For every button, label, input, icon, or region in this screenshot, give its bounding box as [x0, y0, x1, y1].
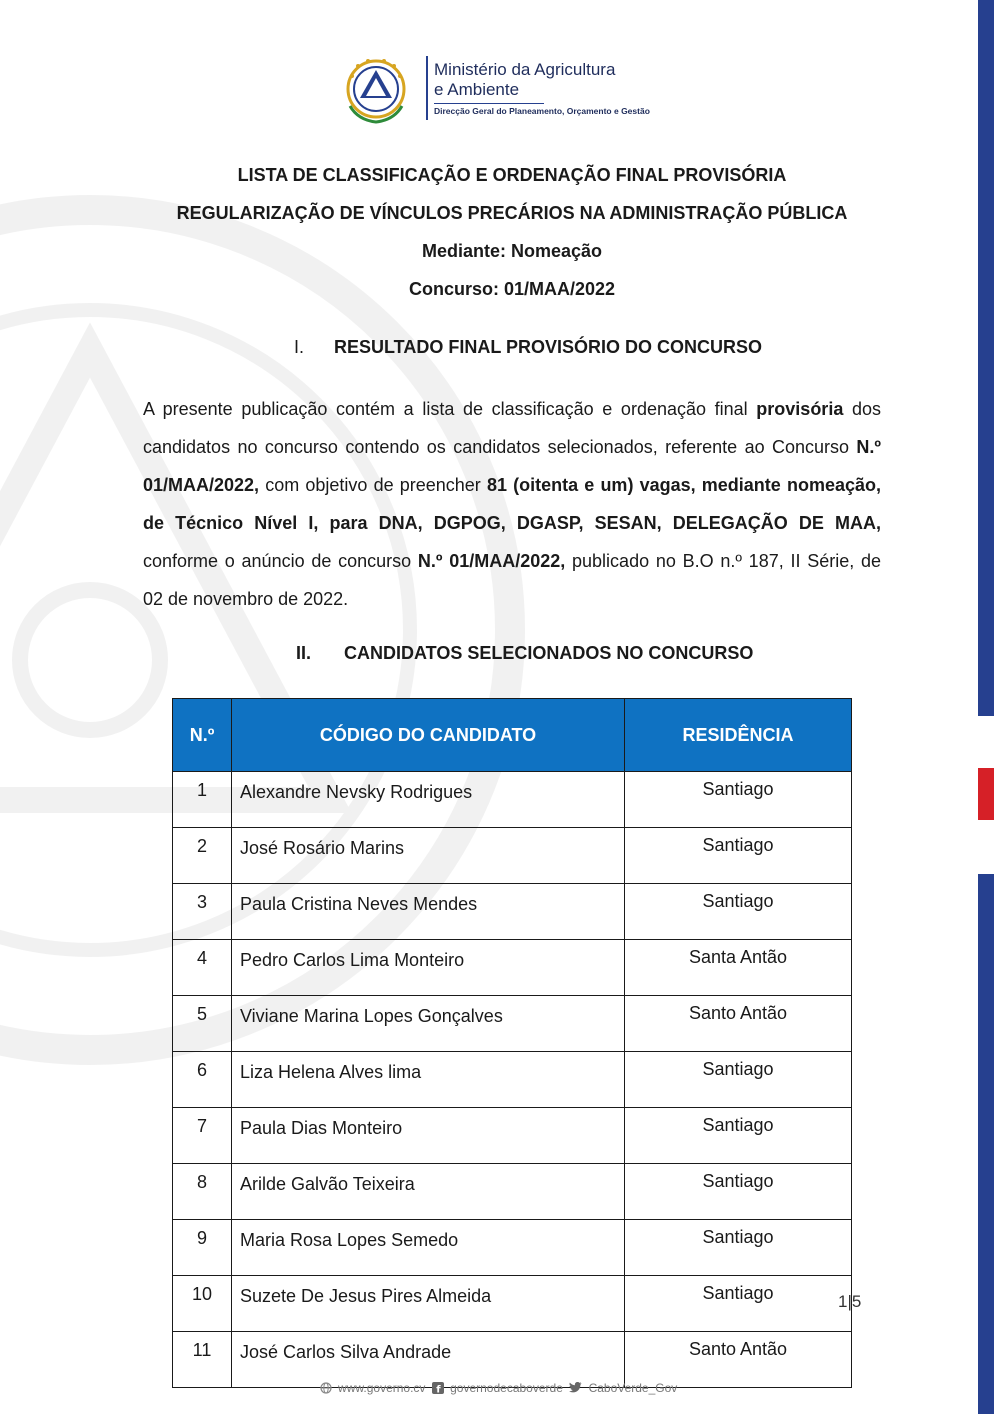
ministry-header	[338, 50, 698, 130]
document-title-4: Concurso: 01/MAA/2022	[408, 279, 616, 299]
paragraph-bold: provisória	[756, 399, 844, 419]
table-row	[173, 884, 852, 940]
globe-icon	[320, 1382, 332, 1394]
paragraph-text: conforme o anúncio de concurso	[143, 551, 418, 571]
cell-number: 8	[173, 1164, 232, 1220]
cell-number: 11	[173, 1332, 232, 1388]
cell-candidate: Arilde Galvão Teixeira	[232, 1164, 625, 1220]
table-header-row	[173, 699, 852, 772]
column-header-number: N.º	[173, 699, 232, 772]
cell-residence: Santo Antão	[625, 996, 852, 1052]
ministry-line-2: e Ambiente	[434, 80, 520, 99]
table-row	[173, 1052, 852, 1108]
footer-twitter-link[interactable]: CaboVerde_Gov	[588, 1380, 678, 1395]
cell-number: 7	[173, 1108, 232, 1164]
cell-candidate: José Carlos Silva Andrade	[232, 1332, 625, 1388]
table-row	[173, 828, 852, 884]
facebook-icon	[432, 1382, 444, 1394]
cell-residence: Santiago	[625, 1276, 852, 1332]
section-number: I.	[294, 337, 305, 357]
cell-residence: Santiago	[625, 1052, 852, 1108]
cell-number: 6	[173, 1052, 232, 1108]
cell-candidate: Pedro Carlos Lima Monteiro	[232, 940, 625, 996]
paragraph-bold: N.º 01/MAA/2022,	[417, 551, 566, 571]
paragraph-text: publicado no B.O n.º 187, II Série, de 02 de novembro de 2022.	[143, 551, 882, 609]
paragraph-text: com objetivo de preencher	[259, 475, 487, 495]
ministry-rule	[434, 103, 544, 104]
ministry-line-1: Ministério da Agricultura	[434, 60, 616, 79]
edge-bar-blue-bottom	[978, 874, 994, 1414]
document-title-2: REGULARIZAÇÃO DE VÍNCULOS PRECÁRIOS NA ADMINISTRAÇÃO PÚBLICA	[176, 203, 848, 223]
table-row	[173, 940, 852, 996]
footer	[0, 1380, 1000, 1395]
cell-residence: Santo Antão	[625, 1332, 852, 1388]
table-row	[173, 1220, 852, 1276]
intro-paragraph	[143, 390, 881, 618]
paragraph-bold: 81 (oitenta e um) vagas, mediante nomeação, de Técnico Nível I, para DNA, DGPOG, DGASP, SESAN, DELEGAÇÃO DE MAA,	[143, 475, 881, 533]
cell-residence: Santiago	[625, 772, 852, 828]
page-number: 1|5	[838, 1292, 862, 1311]
cell-residence: Santa Antão	[625, 940, 852, 996]
cell-residence: Santiago	[625, 1164, 852, 1220]
cell-number: 9	[173, 1220, 232, 1276]
ministry-subtitle: Direcção Geral do Planeamento, Orçamento e Gestão	[434, 106, 650, 116]
footer-website-link[interactable]: www.governo.cv	[338, 1380, 426, 1395]
cell-candidate: Suzete De Jesus Pires Almeida	[232, 1276, 625, 1332]
cell-number: 1	[173, 772, 232, 828]
document-title-1: LISTA DE CLASSIFICAÇÃO E ORDENAÇÃO FINAL PROVISÓRIA	[237, 165, 787, 185]
table-row	[173, 1108, 852, 1164]
cell-residence: Santiago	[625, 828, 852, 884]
twitter-icon	[569, 1382, 582, 1393]
ministry-name	[434, 60, 650, 117]
coat-of-arms-icon	[338, 56, 414, 126]
edge-bar-red	[978, 768, 994, 820]
cell-candidate: Alexandre Nevsky Rodrigues	[232, 772, 625, 828]
cell-candidate: Maria Rosa Lopes Semedo	[232, 1220, 625, 1276]
cell-candidate: José Rosário Marins	[232, 828, 625, 884]
cell-number: 4	[173, 940, 232, 996]
cell-candidate: Paula Dias Monteiro	[232, 1108, 625, 1164]
cell-residence: Santiago	[625, 1220, 852, 1276]
section-number: II.	[296, 643, 312, 663]
table-row	[173, 1164, 852, 1220]
table-row	[173, 996, 852, 1052]
cell-candidate: Viviane Marina Lopes Gonçalves	[232, 996, 625, 1052]
table-row	[173, 772, 852, 828]
column-header-residence: RESIDÊNCIA	[625, 699, 852, 772]
paragraph-text: A presente publicação contém a lista de classificação e ordenação final	[143, 399, 757, 419]
column-header-candidate: CÓDIGO DO CANDIDATO	[232, 699, 625, 772]
cell-number: 10	[173, 1276, 232, 1332]
header-divider	[426, 56, 428, 120]
edge-bar-blue-top	[978, 0, 994, 716]
document-title-3: Mediante: Nomeação	[421, 241, 603, 261]
cell-residence: Santiago	[625, 884, 852, 940]
section-heading-1	[294, 336, 762, 358]
cell-number: 2	[173, 828, 232, 884]
paragraph-text: dos candidatos no concurso contendo os candidatos selecionados, referente ao Concurso	[143, 399, 881, 457]
paragraph-bold: N.º 01/MAA/2022,	[143, 437, 881, 495]
footer-facebook-link[interactable]: governodecaboverde	[450, 1380, 563, 1395]
section-label: CANDIDATOS SELECIONADOS NO CONCURSO	[344, 643, 754, 663]
cell-number: 5	[173, 996, 232, 1052]
section-heading-2	[296, 642, 753, 664]
svg-text:f: f	[435, 1384, 441, 1394]
cell-number: 3	[173, 884, 232, 940]
cell-candidate: Liza Helena Alves lima	[232, 1052, 625, 1108]
section-label: RESULTADO FINAL PROVISÓRIO DO CONCURSO	[334, 337, 763, 357]
cell-candidate: Paula Cristina Neves Mendes	[232, 884, 625, 940]
candidates-table	[172, 698, 852, 1388]
table-row	[173, 1276, 852, 1332]
cell-residence: Santiago	[625, 1108, 852, 1164]
